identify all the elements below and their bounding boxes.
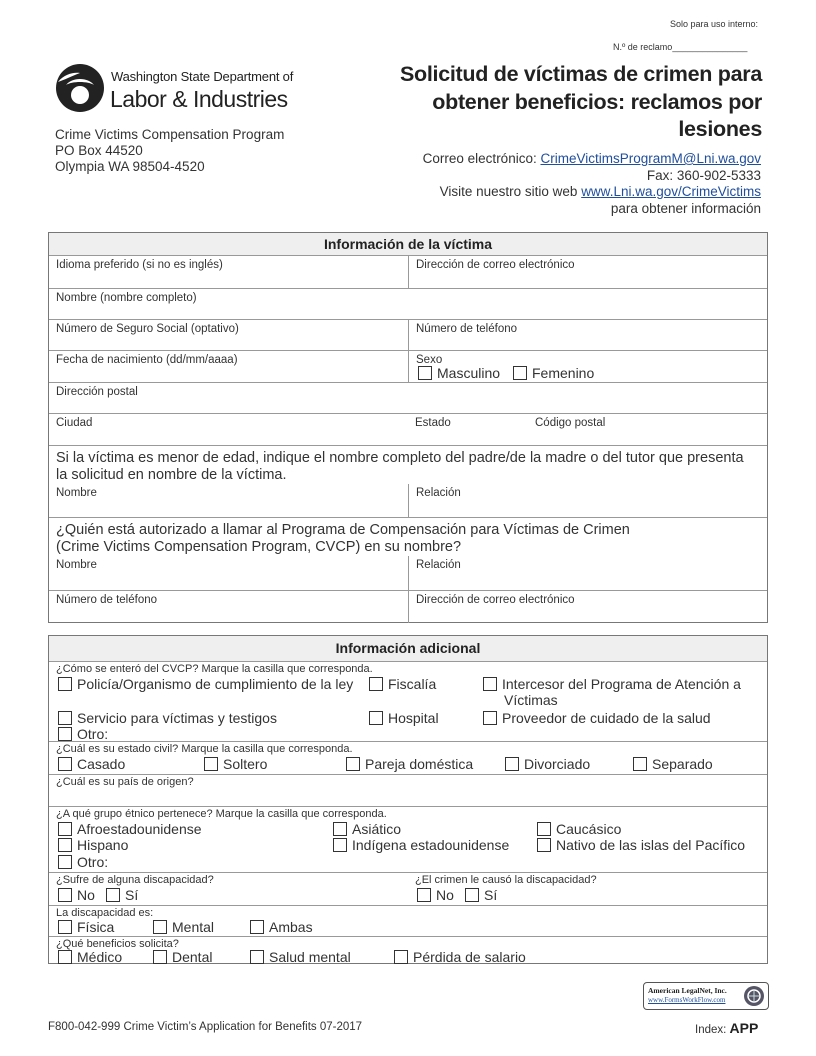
caucasian-checkbox[interactable] (537, 822, 551, 836)
row-authorized (49, 518, 767, 591)
web-label: Visite nuestro sitio web (439, 184, 578, 199)
medical-label: Médico (77, 949, 123, 965)
email-link[interactable]: CrimeVictimsProgramM@Lni.wa.gov (540, 151, 761, 166)
authorized-relation-label: Relación (416, 559, 461, 571)
authorized-relation-field[interactable] (408, 556, 767, 590)
language-label: Idioma preferido (si no es inglés) (56, 259, 223, 271)
wage-label: Pérdida de salario (413, 949, 526, 965)
row-authorized-contact (49, 591, 767, 623)
how-provider-option[interactable] (483, 710, 711, 726)
authorized-phone-label: Número de teléfono (56, 594, 158, 606)
how-prosecutor-option[interactable] (369, 676, 436, 692)
female-label: Femenino (532, 365, 595, 381)
disability-yes-option[interactable] (106, 887, 138, 903)
contact-info (341, 151, 761, 217)
disability-no-checkbox[interactable] (58, 888, 72, 902)
how-heard-question: ¿Cómo se enteró del CVCP? Marque la casilla que corresponda. (56, 663, 373, 675)
index-field (695, 1020, 758, 1036)
afro-label: Afroestadounidense (77, 821, 202, 837)
provider-checkbox[interactable] (483, 711, 497, 725)
benefit-mental-option[interactable] (250, 949, 351, 965)
disability-question: ¿Sufre de alguna discapacidad? (56, 874, 214, 886)
dtype-physical-option[interactable] (58, 919, 114, 935)
afro-checkbox[interactable] (58, 822, 72, 836)
victim-name-label: Nombre (nombre completo) (56, 292, 197, 304)
dtype-mental-checkbox[interactable] (153, 920, 167, 934)
native-label: Indígena estadounidense (352, 837, 510, 853)
authorized-question (56, 522, 630, 556)
ethnic-caucasian-option[interactable] (537, 821, 621, 837)
contact-web-line (341, 184, 761, 201)
crime-disability-question: ¿El crimen le causó la discapacidad? (415, 874, 597, 886)
internal-use-label: Solo para uso interno: (670, 19, 759, 29)
guardian-name-field[interactable] (49, 484, 408, 517)
authorized-phone-field[interactable] (49, 591, 408, 623)
how-police-option[interactable] (58, 676, 353, 692)
row-language-email (49, 256, 767, 289)
additional-info-header: Información adicional (49, 636, 767, 662)
victim-info-header: Información de la víctima (49, 233, 767, 256)
row-disability (49, 873, 767, 906)
form-title (362, 61, 762, 144)
sex-field (408, 351, 767, 382)
ethnic-other-option[interactable] (58, 854, 108, 870)
mental-health-checkbox[interactable] (250, 950, 264, 964)
pacific-checkbox[interactable] (537, 838, 551, 852)
title-line2: obtener beneficios: reclamos por (432, 89, 762, 114)
row-marital (49, 742, 767, 775)
row-ethnic (49, 807, 767, 873)
hispanic-checkbox[interactable] (58, 838, 72, 852)
crime-disability-field (408, 873, 767, 905)
row-city-state-zip (49, 414, 767, 446)
dtype-both-option[interactable] (250, 919, 313, 935)
language-field[interactable] (49, 256, 408, 288)
married-checkbox[interactable] (58, 757, 72, 771)
dtype-mental-option[interactable] (153, 919, 214, 935)
hospital-checkbox[interactable] (369, 711, 383, 725)
authorized-name-label: Nombre (56, 559, 97, 571)
marital-single-option[interactable] (204, 756, 267, 772)
disability-field (49, 873, 408, 905)
asian-label: Asiático (352, 821, 402, 837)
benefit-medical-option[interactable] (58, 949, 122, 965)
agency-address (55, 127, 284, 175)
single-label: Soltero (223, 756, 268, 772)
row-origin (49, 775, 767, 807)
dental-checkbox[interactable] (153, 950, 167, 964)
ssn-field[interactable] (49, 320, 408, 350)
ssn-label: Número de Seguro Social (optativo) (56, 323, 239, 335)
info-line: para obtener información (610, 200, 761, 216)
hispanic-label: Hispano (77, 837, 129, 853)
ethnic-afro-option[interactable] (58, 821, 202, 837)
ethnic-question: ¿A qué grupo étnico pertenece? Marque la casilla que corresponda. (56, 808, 387, 820)
physical-label: Física (77, 919, 115, 935)
state-field[interactable] (408, 414, 528, 445)
wage-checkbox[interactable] (394, 950, 408, 964)
index-value: APP (729, 1020, 759, 1036)
crime-no-option[interactable] (417, 887, 454, 903)
female-checkbox[interactable] (513, 366, 527, 380)
victim-phone-label: Número de teléfono (416, 323, 518, 335)
claim-number-blank: _______________ (672, 42, 748, 52)
ethnic-native-option[interactable] (333, 837, 509, 853)
origin-country-field[interactable] (49, 775, 767, 806)
minor-question (56, 450, 744, 484)
fax-line: Fax: 360-902-5333 (646, 167, 761, 183)
benefit-dental-option[interactable] (153, 949, 212, 965)
partner-checkbox[interactable] (346, 757, 360, 771)
medical-checkbox[interactable] (58, 950, 72, 964)
police-checkbox[interactable] (58, 677, 72, 691)
marital-partner-option[interactable] (346, 756, 473, 772)
sex-male-option[interactable] (418, 365, 500, 381)
minor-question-line1: Si la víctima es menor de edad, indique el nombre completo del padre/de la madre o del tutor que presenta (56, 450, 744, 466)
claim-number-label: N.º de reclamo (613, 42, 673, 52)
prosecutor-checkbox[interactable] (369, 677, 383, 691)
how-witness-option[interactable] (58, 710, 277, 726)
single-checkbox[interactable] (204, 757, 218, 771)
victim-email-field[interactable] (408, 256, 767, 288)
disability-type-question: La discapacidad es: (56, 907, 154, 919)
sex-female-option[interactable] (513, 365, 594, 381)
authorized-email-field[interactable] (408, 591, 767, 623)
witness-checkbox[interactable] (58, 711, 72, 725)
claim-number-field[interactable] (613, 42, 747, 52)
how-hospital-option[interactable] (369, 710, 439, 726)
disability-yes-label: Sí (125, 887, 139, 903)
title-line3: lesiones (678, 117, 762, 141)
state-label: Estado (415, 417, 451, 429)
badge-line1: American LegalNet, Inc. (648, 986, 727, 995)
advocate-label-line1: Intercesor del Programa de Atención a (502, 676, 741, 692)
dental-label: Dental (172, 949, 213, 965)
provider-label: Proveedor de cuidado de la salud (502, 710, 711, 726)
benefit-wage-option[interactable] (394, 949, 526, 965)
dob-field[interactable] (49, 351, 408, 382)
authorized-question-line1: ¿Quién está autorizado a llamar al Programa de Compensación para Víctimas de Crimen (56, 522, 630, 538)
row-benefits (49, 937, 767, 966)
crime-yes-checkbox[interactable] (465, 888, 479, 902)
caucasian-label: Caucásico (556, 821, 622, 837)
marital-divorced-option[interactable] (505, 756, 590, 772)
crime-yes-option[interactable] (465, 887, 497, 903)
row-mailing (49, 383, 767, 414)
origin-question: ¿Cuál es su país de origen? (56, 776, 194, 788)
ethnic-hispanic-option[interactable] (58, 837, 128, 853)
row-name (49, 289, 767, 320)
victim-email-label: Dirección de correo electrónico (416, 259, 575, 271)
authorized-email-label: Dirección de correo electrónico (416, 594, 575, 606)
guardian-relation-label: Relación (416, 487, 461, 499)
row-dob-sex (49, 351, 767, 383)
agency-name-line2: Labor & Industries (110, 86, 288, 112)
ethnic-pacific-option[interactable] (537, 837, 745, 853)
divorced-checkbox[interactable] (505, 757, 519, 771)
disability-yes-checkbox[interactable] (106, 888, 120, 902)
title-line1: Solicitud de víctimas de crimen para (400, 62, 762, 86)
program-name: Crime Victims Compensation Program (55, 127, 285, 142)
victim-info-section (48, 232, 768, 623)
separated-checkbox[interactable] (633, 757, 647, 771)
agency-name-line1: Washington State Department of (111, 69, 294, 84)
both-label: Ambas (269, 919, 313, 935)
guardian-name-label: Nombre (56, 487, 97, 499)
prosecutor-label: Fiscalía (388, 676, 437, 692)
witness-label: Servicio para víctimas y testigos (77, 710, 277, 726)
row-ssn-phone (49, 320, 767, 351)
web-link[interactable]: www.Lni.wa.gov/CrimeVictims (581, 184, 761, 199)
badge-globe-icon (743, 985, 765, 1007)
divorced-label: Divorciado (524, 756, 591, 772)
row-minor-guardian (49, 446, 767, 518)
benefits-question: ¿Qué beneficios solicita? (56, 938, 179, 950)
physical-checkbox[interactable] (58, 920, 72, 934)
sex-label: Sexo (416, 354, 443, 366)
agency-logo (54, 62, 106, 114)
mailing-address-field[interactable] (49, 383, 767, 413)
both-checkbox[interactable] (250, 920, 264, 934)
native-checkbox[interactable] (333, 838, 347, 852)
po-box: PO Box 44520 (55, 143, 143, 158)
authorized-question-line2: (Crime Victims Compensation Program, CVCP) en su nombre? (56, 539, 462, 555)
row-how-heard (49, 662, 767, 742)
married-label: Casado (77, 756, 126, 772)
ethnic-other-label: Otro: (77, 854, 109, 870)
form-number: F800-042-999 Crime Victim’s Application for Benefits 07-2017 (48, 1021, 363, 1033)
disability-no-option[interactable] (58, 887, 95, 903)
email-label: Correo electrónico: (422, 151, 537, 166)
authorized-name-field[interactable] (49, 556, 408, 590)
separated-label: Separado (652, 756, 713, 772)
minor-question-line2: la solicitud en nombre de la víctima. (56, 467, 287, 483)
victim-phone-field[interactable] (408, 320, 767, 350)
legalnet-badge[interactable] (643, 982, 769, 1010)
ethnic-asian-option[interactable] (333, 821, 401, 837)
city-line: Olympia WA 98504-4520 (55, 159, 205, 174)
city-label: Ciudad (56, 417, 93, 429)
mental-health-label: Salud mental (269, 949, 351, 965)
advocate-label-line2: Víctimas (504, 692, 558, 708)
zip-field[interactable] (528, 414, 767, 445)
how-other-label: Otro: (77, 726, 109, 742)
crime-yes-label: Sí (484, 887, 498, 903)
dob-label: Fecha de nacimiento (dd/mm/aaaa) (56, 354, 238, 366)
guardian-relation-field[interactable] (408, 484, 767, 517)
marital-separated-option[interactable] (633, 756, 713, 772)
advocate-checkbox[interactable] (483, 677, 497, 691)
partner-label: Pareja doméstica (365, 756, 474, 772)
additional-info-section (48, 635, 768, 964)
male-label: Masculino (437, 365, 501, 381)
contact-email-line (341, 151, 761, 168)
pacific-label: Nativo de las islas del Pacífico (556, 837, 746, 853)
city-field[interactable] (49, 414, 408, 445)
how-other-checkbox[interactable] (58, 727, 72, 741)
male-checkbox[interactable] (418, 366, 432, 380)
how-other-option[interactable] (58, 726, 108, 742)
victim-name-field[interactable] (49, 289, 767, 319)
row-disability-type (49, 906, 767, 937)
disability-no-label: No (77, 887, 95, 903)
police-label: Policía/Organismo de cumplimiento de la ley (77, 676, 354, 692)
crime-no-checkbox[interactable] (417, 888, 431, 902)
mailing-label: Dirección postal (56, 386, 138, 398)
index-label: Index: (695, 1024, 727, 1036)
badge-line2: www.FormsWorkFlow.com (648, 996, 726, 1004)
how-advocate-option[interactable] (483, 676, 741, 692)
zip-label: Código postal (535, 417, 606, 429)
hospital-label: Hospital (388, 710, 439, 726)
marital-married-option[interactable] (58, 756, 125, 772)
marital-question: ¿Cuál es su estado civil? Marque la casilla que corresponda. (56, 743, 353, 755)
ethnic-other-checkbox[interactable] (58, 855, 72, 869)
dtype-mental-label: Mental (172, 919, 215, 935)
lni-logo-icon (54, 62, 106, 114)
crime-no-label: No (436, 887, 454, 903)
asian-checkbox[interactable] (333, 822, 347, 836)
